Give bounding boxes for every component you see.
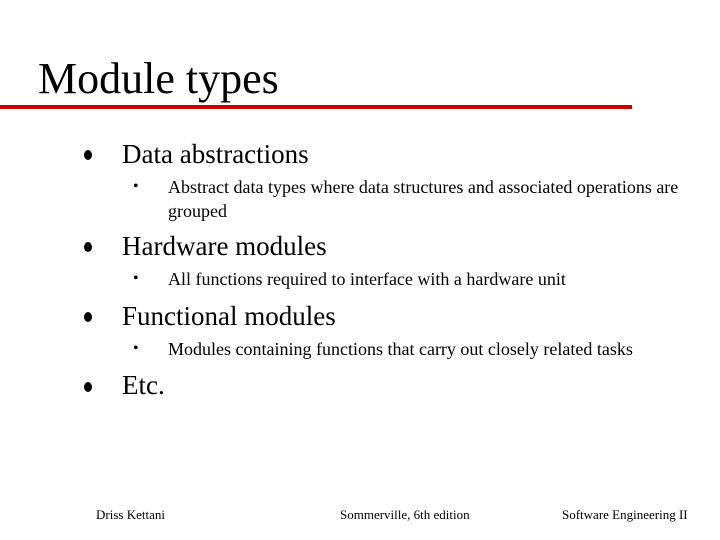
footer-source: Sommerville, 6th edition: [340, 507, 470, 522]
title-underline: [0, 105, 632, 109]
bullet-functional-modules: Functional modules: [122, 301, 336, 331]
bullet-dot-icon: [84, 312, 92, 322]
bullet-hardware-modules: Hardware modules: [122, 231, 327, 261]
sub-bullet-dot-icon: •: [133, 340, 139, 357]
footer-author: Driss Kettani: [96, 507, 165, 522]
sub-bullet-dot-icon: •: [133, 178, 139, 195]
sub-bullet-dot-icon: •: [133, 270, 139, 287]
bullet-etc: Etc.: [122, 370, 165, 400]
bullet-data-abstractions: Data abstractions: [122, 139, 309, 169]
slide-title: Module types: [38, 54, 279, 103]
sub-bullet-data-abstractions: Abstract data types where data structures and associated operations are grouped: [168, 177, 679, 221]
sub-bullet-functional-modules: Modules containing functions that carry out closely related tasks: [168, 339, 633, 359]
bullet-dot-icon: [84, 242, 92, 252]
footer-course: Software Engineering II: [562, 507, 688, 522]
sub-bullet-hardware-modules: All functions required to interface with a hardware unit: [168, 269, 566, 289]
bullet-dot-icon: [84, 150, 92, 160]
bullet-dot-icon: [84, 382, 92, 392]
